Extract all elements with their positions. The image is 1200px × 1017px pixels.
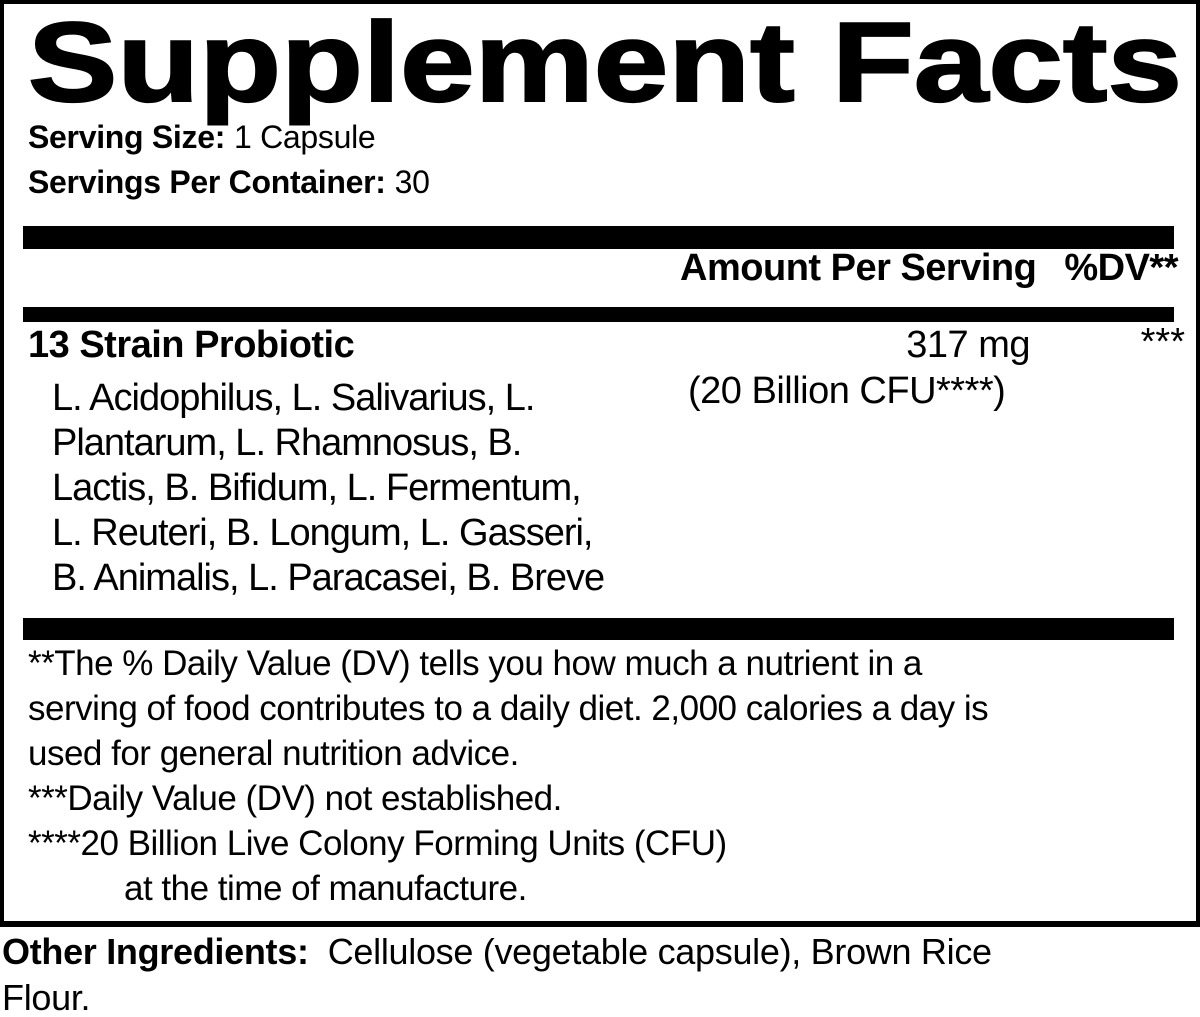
strain-line: B. Animalis, L. Paracasei, B. Breve — [52, 557, 605, 599]
other-ingredients-line — [2, 929, 1182, 975]
column-header-row — [680, 247, 1178, 289]
serving-size-row — [28, 115, 375, 160]
strain-line: Lactis, B. Bifidum, L. Fermentum, — [52, 467, 581, 509]
footnote-line: at the time of manufacture. — [124, 869, 527, 908]
footnote-line: ****20 Billion Live Colony Forming Units (CFU) — [28, 824, 727, 863]
footnote-line: used for general nutrition advice. — [28, 734, 519, 773]
other-ingredients-line: Flour. — [2, 977, 91, 1017]
footnote-line: serving of food contributes to a daily diet. 2,000 calories a day is — [28, 689, 989, 728]
ingredient-name: 13 Strain Probiotic — [28, 324, 355, 366]
percent-dv-header: %DV** — [1064, 247, 1178, 289]
ingredient-cfu-note: (20 Billion CFU****) — [688, 370, 1006, 412]
footnote-section — [28, 641, 1172, 911]
strain-list — [52, 376, 604, 601]
servings-per-container-row — [28, 160, 430, 205]
separator-bar-thick-footnotes — [23, 618, 1174, 640]
separator-bar-thin-header — [23, 307, 1174, 322]
ingredient-amount: 317 mg — [906, 324, 1030, 366]
servings-per-container-label: Servings Per Container: — [28, 164, 386, 200]
panel-title — [26, 10, 1186, 128]
serving-size-label: Serving Size: — [28, 119, 226, 155]
serving-size-value: 1 Capsule — [234, 119, 376, 155]
strain-line: Plantarum, L. Rhamnosus, B. — [52, 422, 522, 464]
strain-line: L. Acidophilus, L. Salivarius, L. — [52, 377, 535, 419]
ingredient-daily-value: *** — [1140, 321, 1185, 363]
footnote-line: ***Daily Value (DV) not established. — [28, 779, 562, 818]
separator-bar-thick-top — [23, 226, 1174, 249]
panel-title-text: Supplement Facts — [28, 10, 1182, 125]
other-ingredients-text: Cellulose (vegetable capsule), Brown Rice — [327, 931, 992, 972]
other-ingredients-label: Other Ingredients: — [2, 931, 309, 972]
footnote-line: **The % Daily Value (DV) tells you how much a nutrient in a — [28, 644, 922, 683]
other-ingredients-section — [2, 929, 1182, 1017]
strain-line: L. Reuteri, B. Longum, L. Gasseri, — [52, 512, 593, 554]
amount-per-serving-header: Amount Per Serving — [680, 247, 1037, 289]
servings-per-container-value: 30 — [394, 164, 430, 200]
